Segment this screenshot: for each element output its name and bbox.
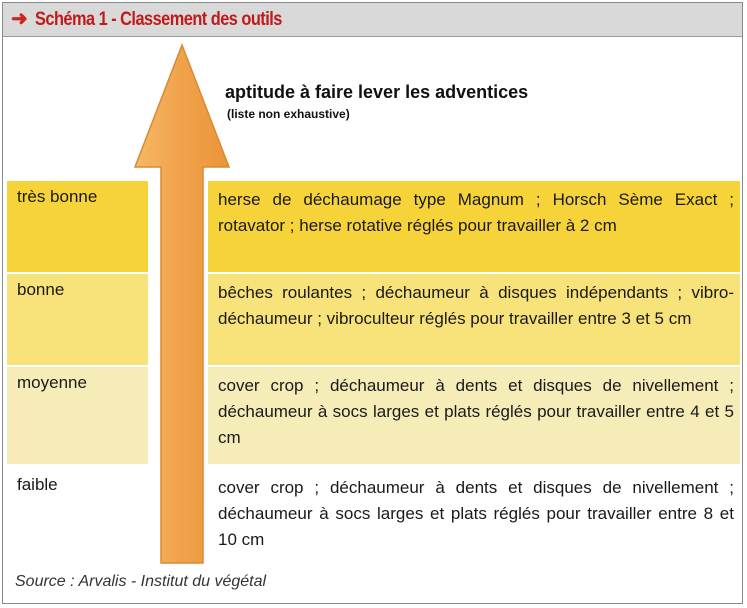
rating-label: bonne [17, 280, 65, 299]
up-arrow-icon [133, 43, 231, 565]
rating-label: très bonne [17, 187, 98, 206]
rating-label: faible [17, 475, 58, 494]
tools-description-cell [208, 469, 740, 566]
tools-description-cell [208, 181, 740, 272]
tools-description: cover crop ; déchaumeur à dents et disques de nivellement ; déchaumeur à socs larges et plats réglés pour travailler entre 8 et 10 cm [218, 478, 734, 549]
diagram-frame [2, 2, 743, 604]
arrow-right-icon: ➜ [11, 8, 28, 30]
rating-label: moyenne [17, 373, 87, 392]
diagram-subheading: (liste non exhaustive) [227, 107, 350, 121]
diagram-title: Schéma 1 - Classement des outils [35, 9, 282, 30]
rating-row-very-good [7, 181, 740, 272]
rating-row-medium [7, 367, 740, 464]
rating-row-low [7, 469, 740, 566]
rating-label-cell [7, 274, 148, 365]
header-bar [3, 3, 742, 37]
source-caption: Source : Arvalis - Institut du végétal [15, 573, 267, 590]
tools-description-cell [208, 367, 740, 464]
tools-description-cell [208, 274, 740, 365]
rating-row-good [7, 274, 740, 365]
tools-description: cover crop ; déchaumeur à dents et disques de nivellement ; déchaumeur à socs larges et plats réglés pour travailler entre 4 et 5 cm [218, 376, 734, 447]
rating-label-cell [7, 469, 148, 566]
diagram-heading: aptitude à faire lever les adventices [225, 82, 529, 102]
tools-description: bêches roulantes ; déchaumeur à disques indépendants ; vibro-déchaumeur ; vibroculteur réglés pour travailler entre 3 et 5 cm [218, 283, 734, 328]
rating-label-cell [7, 367, 148, 464]
rating-label-cell [7, 181, 148, 272]
tools-description: herse de déchaumage type Magnum ; Horsch Sème Exact ; rotavator ; herse rotative réglés pour travailler à 2 cm [218, 190, 734, 235]
